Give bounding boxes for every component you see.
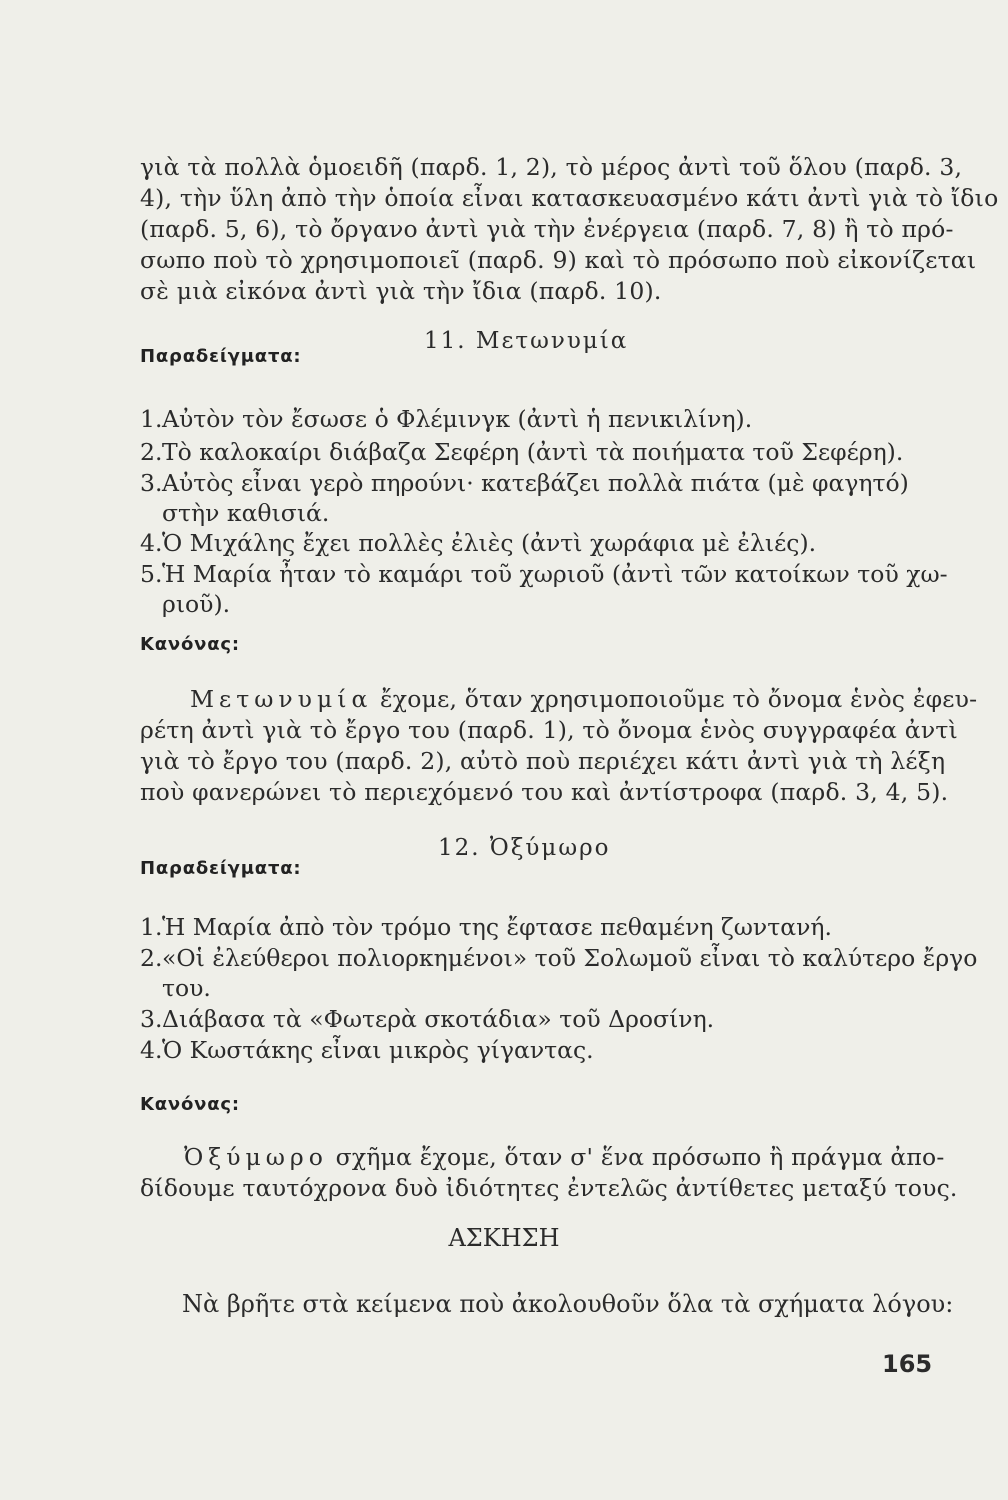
rule-paragraph [140, 1142, 958, 1204]
text-line [140, 1142, 945, 1173]
text-line: σὲ μιὰ εἰκόνα ἀντὶ γιὰ τὴν ἴδια (παρδ. 10). [140, 277, 662, 305]
text-line: 4), τὴν ὕλη ἀπὸ τὴν ὁποία εἶναι κατασκευασμένο κάτι ἀντὶ γιὰ τὸ ἴδιο [140, 184, 999, 212]
rule-paragraph [140, 684, 978, 808]
rule-text: ἔχομε, ὅταν χρησιμοποιοῦμε τὸ ὄνομα ἑνὸς ἐφευ- [372, 685, 978, 713]
item-number: 3. [140, 1005, 163, 1033]
item-text: Αὐτὸν τὸν ἔσωσε ὁ Φλέμινγκ (ἀντὶ ἡ πενικιλίνη). [162, 405, 753, 433]
exercise-title: ΑΣΚΗΣΗ [448, 1224, 560, 1252]
item-number: 4. [140, 529, 163, 557]
list-item [140, 468, 935, 528]
list-item [140, 1004, 935, 1034]
text-line [140, 684, 978, 715]
item-text: Ἡ Μαρία ἦταν τὸ καμάρι τοῦ χωριοῦ (ἀντὶ τῶν κατοίκων τοῦ χω- [162, 560, 948, 588]
item-number: 1. [140, 405, 163, 433]
text-line: σωπο ποὺ τὸ χρησιμοποιεῖ (παρδ. 9) καὶ τὸ πρόσωπο ποὺ εἰκονίζεται [140, 246, 977, 274]
text-line: γιὰ τὸ ἔργο του (παρδ. 2), αὐτὸ ποὺ περιέχει κάτι ἀντὶ γιὰ τὴ λέξη [140, 747, 946, 775]
text-line: (παρδ. 5, 6), τὸ ὄργανο ἀντὶ γιὰ τὴν ἐνέργεια (παρδ. 7, 8) ἢ τὸ πρό- [140, 215, 954, 243]
item-text-continued: του. [162, 974, 211, 1002]
list-item [140, 528, 935, 558]
item-text-continued: ριοῦ). [162, 590, 231, 618]
exercise-text: Νὰ βρῆτε στὰ κείμενα ποὺ ἀκολουθοῦν ὅλα τὰ σχήματα λόγου: [182, 1290, 954, 1318]
item-number: 4. [140, 1036, 163, 1064]
item-number: 3. [140, 469, 163, 497]
item-text-continued: στὴν καθισιά. [162, 499, 330, 527]
item-text: Τὸ καλοκαίρι διάβαζα Σεφέρη (ἀντὶ τὰ ποιήματα τοῦ Σεφέρη). [162, 438, 904, 466]
list-item [140, 912, 935, 942]
item-number: 5. [140, 560, 163, 588]
list-item [140, 1035, 935, 1065]
item-text: Ὁ Μιχάλης ἔχει πολλὲς ἐλιὲς (ἀντὶ χωράφια μὲ ἐλιές). [162, 529, 817, 557]
rule-label: Κανόνας: [140, 634, 240, 655]
section-12-heading: 12. Ὀξύμωρο [438, 835, 611, 861]
examples-label: Παραδείγματα: [140, 858, 302, 879]
page-number: 165 [882, 1350, 933, 1378]
item-text: Διάβασα τὰ «Φωτερὰ σκοτάδια» τοῦ Δροσίνη. [162, 1005, 715, 1033]
item-number: 1. [140, 913, 163, 941]
item-text: Ὁ Κωστάκης εἶναι μικρὸς γίγαντας. [162, 1036, 594, 1064]
item-text: «Οἱ ἐλεύθεροι πολιορκημένοι» τοῦ Σολωμοῦ εἶναι τὸ καλύτερο ἔργο [162, 944, 978, 972]
examples-label: Παραδείγματα: [140, 346, 302, 367]
list-item [140, 559, 948, 619]
rule-term: Μετωνυμία [190, 685, 373, 713]
item-text: Ἡ Μαρία ἀπὸ τὸν τρόμο της ἔφτασε πεθαμένη ζωντανή. [162, 913, 832, 941]
section-11-heading: 11. Μετωνυμία [424, 328, 629, 354]
list-item [140, 404, 935, 434]
rule-term: Ὀξύμωρο [184, 1143, 328, 1171]
list-item [140, 943, 978, 1003]
item-number: 2. [140, 944, 163, 972]
rule-text: σχῆμα ἔχομε, ὅταν σ' ἕνα πρόσωπο ἢ πράγμα ἀπο- [327, 1143, 945, 1171]
text-line: γιὰ τὰ πολλὰ ὁμοειδῆ (παρδ. 1, 2), τὸ μέρος ἀντὶ τοῦ ὅλου (παρδ. 3, [140, 153, 963, 181]
item-text: Αὐτὸς εἶναι γερὸ πηρούνι· κατεβάζει πολλὰ πιάτα (μὲ φαγητό) [162, 469, 909, 497]
item-number: 2. [140, 438, 163, 466]
text-line: ρέτη ἀντὶ γιὰ τὸ ἔργο του (παρδ. 1), τὸ ὄνομα ἑνὸς συγγραφέα ἀντὶ [140, 716, 958, 744]
intro-paragraph [140, 152, 999, 307]
list-item [140, 437, 935, 467]
text-line: ποὺ φανερώνει τὸ περιεχόμενό του καὶ ἀντίστροφα (παρδ. 3, 4, 5). [140, 778, 949, 806]
text-line: δίδουμε ταυτόχρονα δυὸ ἰδιότητες ἐντελῶς ἀντίθετες μεταξύ τους. [140, 1174, 958, 1202]
rule-label: Κανόνας: [140, 1094, 240, 1115]
